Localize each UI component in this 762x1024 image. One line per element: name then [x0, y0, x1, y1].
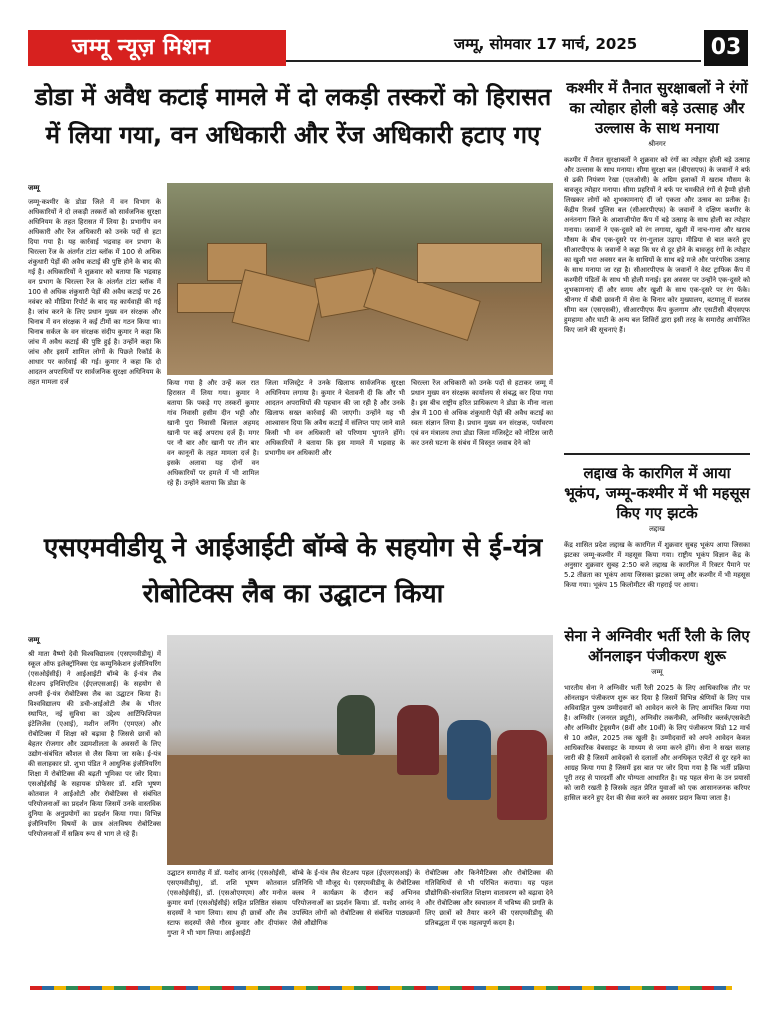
timber-logs-photo [167, 183, 553, 375]
masthead [14, 30, 748, 66]
sidebar [564, 78, 750, 883]
story2-column-4: रोबोटिक्स और किनेमैटिक्स और रोबोटिक्स की गतिविधियों से भी परिचित कराया। यह पहल प्रौद्योगिकी-संचालित शिक्षण वातावरण को बढ़ावा देने और रोबोटिक्स और स्वचालन में भविष्य की प्रगति के लिए छात्रों को तैयार करने की एसएमवीडीयू की प्रतिबद्धता में एक महत्वपूर्ण कदम है। [425, 869, 553, 927]
story1-column-1 [28, 183, 161, 523]
story1-text-1: जम्मू-कश्मीर के डोडा जिले में वन विभाग के अधिकारियों ने दो लकड़ी तस्करों को सार्वजनिक सुरक्षा अधिनियम के तहत हिरासत में लिया है। प्रभागीय वन अधिकारी और रेंज अधिकारी को उनके पदों से हटा दिया गया है। यह कार्रवाई भद्रवाह वन प्रभाग के चिरल्ला रेंज के अंतर्गत टांटा ब्लॉक में 100 से अधिक शंकुधारी पेड़ों की अवैध कटाई की पुष्टि होने के बाद की गई है। अधिकारियों ने शुक्रवार को बताया कि भद्रवाह वन प्रभाग के चिरल्ला रेंज के अंतर्गत टांटा ब्लॉक में 100 से अधिक शंकुधारी पेड़ों की अवैध कटाई पर 26 नवंबर को मीडिया रिपोर्ट के बाद यह कार्यवाही की गई है। जांच करने के लिए प्रधान मुख्य वन संरक्षक और चिनाब में वन संरक्षक ने कई टीमों का गठन किया था। चिनाब सर्कल के वन संरक्षक संदीप कुमार ने कहा कि जांच में अवैध कटाई की पुष्टि हुई है। उन्होंने कहा कि जांच और इसमें शामिल लोगों के पिछले रिकॉर्ड के आधार पर कार्रवाई की गई। कुमार ने कहा कि दो आदतन अपराधियों पर सार्वजनिक सुरक्षा अधिनियम के तहत मामला दर्ज [28, 198, 161, 386]
story1-headline: डोडा में अवैध कटाई मामले में दो लकड़ी तस्करों को हिरासत में लिया गया, वन अधिकारी और रेंज अधिकारी हटाए गए [34, 83, 552, 149]
page-number: 03 [704, 30, 748, 66]
story2-text-1: श्री माता वैष्णो देवी विश्वविद्यालय (एसएमवीडीयू) में स्कूल ऑफ इलेक्ट्रॉनिक्स एंड कम्युनिकेशन इंजीनियरिंग (एसओईसीई) ने आईआईटी बॉम्बे के ई-यंत्र लैब सेटअप इनिशिएटिव (ईएलएसआई) के सहयोग से अपनी ई-यंत्र रोबोटिक्स लैब का उद्घाटन किया है। विश्वविद्यालय की डची-आईओटी लैब के भीतर स्थापित, नई सुविधा का उद्देश्य आर्टिफिशियल इंटेलिजेंस (एआई), मशीन लर्निंग (एमएल) और रोबोटिक्स में शिक्षा को बढ़ावा है जिससे छात्रों को बेहतर रोजगार और उद्यमशीलता के अवसरों के लिए उद्योग-संबंधित कौशल से लैस किया जा सके। ई-यंत्र की सलाहकार प्रो. शुभा पंडित ने आधुनिक इंजीनियरिंग शिक्षा में रोबोटिक्स की बढ़ती भूमिका पर जोर दिया। एसओईसीई के सहायक प्रोफेसर डॉ. शशि भूषण कोतवाल ने आईओटी और रोबोटिक्स से संबंधित परियोजनाओं का प्रदर्शन किया जिसमें उनके वास्तविक दुनिया के अनुप्रयोगों का प्रदर्शन किया गया। विभिन्न इंजीनियरिंग विषयों के छात्र अंतःविषय रोबोटिक्स परियोजनाओं में सक्रिय रूप से भाग ले रहे हैं। [28, 650, 161, 838]
story1-column-3: जिला मजिस्ट्रेट ने उनके खिलाफ सार्वजनिक सुरक्षा अधिनियम लगाया है। कुमार ने चेतावनी दी कि और भी आदतन अपराधियों की पहचान की जा रही है और उनके खिलाफ सख्त कार्रवाई की जाएगी। उन्होंने यह भी आश्वासन दिया कि अवैध कटाई में संलिप्त पाए जाने वाले किसी भी वन अधिकारी को परिणाम भुगतने होंगे। अधिकारियों ने बताया कि इस मामले में भद्रवाह के प्रभागीय वन अधिकारी और [265, 379, 405, 457]
robotics-lab-photo [167, 635, 553, 865]
sidebar-story3-body: भारतीय सेना ने अग्निवीर भर्ती रैली 2025 के लिए आधिकारिक तौर पर ऑनलाइन पंजीकरण शुरू कर दिया है जिसमें विभिन्न श्रेणियों के लिए पात्र अविवाहित पुरुष उम्मीदवारों को आवेदन करने के लिए आमंत्रित किया गया है। अग्निवीर (जनरल ड्यूटी), अग्निवीर तकनीकी, अग्निवीर क्लर्क/एसकेटी और अग्निवीर ट्रेड्समैन (8वीं और 10वीं) के लिए पंजीकरण विंडो 12 मार्च से 10 अप्रैल, 2025 तक खुली है। उम्मीदवारों को अपने आवेदन केवल आधिकारिक वेबसाइट के माध्यम से जमा करने होंगे। सेना ने सख्त सलाह जारी की है जिसमें आवेदकों से दलालों और अनधिकृत एजेंटों से दूर रहने का आग्रह किया गया है जिसमें इस बात पर जोर दिया गया है कि भर्ती प्रक्रिया पूरी तरह से पारदर्शी और योग्यता आधारित है। यह पहल सेना के उन प्रयासों को जारी रखती है जिसके तहत प्रेरित युवाओं को एक आसानजनक करियर हासिल करने हुए देश की सेवा करने का अवसर प्रदान किया जाता है। [564, 684, 750, 802]
sidebar-story1-dateline: श्रीनगर [648, 140, 666, 148]
person-figure [497, 730, 547, 820]
newspaper-brand: जम्मू न्यूज़ मिशन [28, 30, 286, 66]
sidebar-story1-body: कश्मीर में तैनात सुरक्षाबलों ने शुक्रवार को रंगों का त्योहार होली बड़े उत्साह और उल्लास के साथ मनाया। सीमा सुरक्षा बल (बीएसएफ) के जवानों ने बर्फ से ढकी नियंत्रण रेखा (एलओसी) के अग्रिम इलाकों में खराब मौसम के बावजूद त्योहार मनाया। सीमा प्रहरियों ने बर्फ पर चमकीले रंगों से हैप्पी होली लिखकर लोगों को शुभकामनाएं दीं जो एकता और उत्सव का प्रतीक है। केंद्रीय रिजर्व पुलिस बल (सीआरपीएफ) के जवानों ने दक्षिण कश्मीर के अनंतनाग जिले के आशाजीपोरा कैंप में बड़े उत्साह के साथ होली का त्योहार मनाया। जवानों ने एक-दूसरे को रंग लगाया, खुशी में नाच-गाना और खराब मौसम के बीच एक-दूसरे पर रंग-गुलाल उड़ाए। मीडिया से बात करते हुए सीआरपीएफ के जवानों ने कहा कि घर से दूर होने के बावजूद रंगों के त्योहार का खुशी भरा अवसर बल के साथियों के साथ बड़े मजे और पारंपरिक उत्साह के साथ मनाया जा रहा है। सीआरपीएफ के जवानों ने वेस्ट ट्राफिक कैंप में कश्मीरी पंडितों के साथ भी होली मनाई। इस अवसर पर उन्होंने एक-दूसरे को शुभकामनाएं दीं और समय और खुशी के साथ एक-दूसरे पर रंग फेंके। श्रीनगर में बीबी छावनी में सेना के चिनार कोर मुख्यालय, बटमालू में सशस्त्र सीमा बल (एसएसबी), सीआरपीएफ कैंप कुलगाम और एसटीसी बीएसएफ हुमहामा और घाटी के अन्य बल शिविरों द्वारा इसी तरह के समारोह आयोजित किए जाने की सूचनाएं हैं। [564, 156, 750, 334]
story2-dateline: जम्मू [28, 636, 40, 644]
story1-dateline: जम्मू [28, 184, 40, 192]
sidebar-story3-headline: सेना ने अग्निवीर भर्ती रैली के लिए ऑनलाइन पंजीकरण शुरू [564, 627, 750, 665]
story1-column-4: चिरल्ला रेंज अधिकारी को उनके पदों से हटाकर जम्मू में प्रधान मुख्य वन संरक्षक कार्यालय से संबद्ध कर दिया गया है। इस बीच राष्ट्रीय हरित प्राधिकरण ने डोडा के मीना नाला क्षेत्र में 100 से अधिक शंकुधारी पेड़ों की अवैध कटाई का स्वतः संज्ञान लिया है। प्रधान मुख्य वन संरक्षक, पर्यावरण एवं वन मंत्रालय तथा डोडा जिला मजिस्ट्रेट को नोटिस जारी कर उनसे घटना के संबंध में विस्तृत जवाब देने को [411, 379, 553, 447]
story1-column-2: किया गया है और उन्हें कल रात हिरासत में लिया गया। कुमार ने बताया कि पकड़े गए तस्करों कुमार गांव निवासी हसीम दीन भट्टी और खानी पुरा निवासी बिलाल अहमद खानी पर कई अपराध दर्ज हैं। मगर पर नौ बार और खानी पर तीन बार वन कानूनों के तहत मामला दर्ज है। इसके अलावा यह दोनों वन अधिकारियों पर हमले में भी शामिल रहे हैं। उन्होंने बताया कि डोडा के [167, 379, 259, 487]
story2-headline: एसएमवीडीयू ने आईआईटी बॉम्बे के सहयोग से ई-यंत्र रोबोटिक्स लैब का उद्घाटन किया [43, 533, 543, 609]
story2-column-2: उद्घाटन समारोह में डॉ. यशोद आनंद (एसओईसी, एसएमवीडीयू), डॉ. शशि भूषण कोतवाल (एसओईसीई), डॉ. (एसओएमएम) और मनोज कुमार वर्मा (एसओईसीई) सहित प्रतिष्ठित संकाय सदस्यों ने भाग लिया। साथ ही छात्रों और लैब स्टाफ सदस्यों जैसे गौरव कुमार और दीपांकर गुप्ता ने भी भाग लिया। आईआईटी [167, 869, 287, 937]
sidebar-story2-headline: लद्दाख के कारगिल में आया भूकंप, जम्मू-कश्मीर में भी महसूस किए गए झटके [564, 464, 750, 522]
person-figure [447, 720, 491, 800]
story2-column-1 [28, 635, 161, 985]
sidebar-story3-dateline: जम्मू [651, 668, 663, 676]
sidebar-story2-dateline: लद्दाख [649, 525, 665, 533]
conference-table [167, 755, 553, 865]
log-shape [232, 269, 323, 342]
story2-column-3: बॉम्बे के ई-यंत्र लैब सेटअप पहल (ईएलएसआई) के प्रतिनिधि भी मौजूद थे। एसएमवीडीयू के रोबोटिक्स क्लब ने कार्यक्रम के दौरान कई अभिनव परियोजनाओं का प्रदर्शन किया। डॉ. यशोद आनंद ने उपस्थित लोगों को रोबोटिक्स से संबंधित पाठ्यक्रमों जैसे औद्योगिक [292, 869, 420, 927]
footer-decoration [30, 986, 732, 990]
sidebar-divider [564, 453, 750, 455]
sidebar-story1-headline: कश्मीर में तैनात सुरक्षाबलों ने रंगों का त्योहार होली बड़े उत्साह और उल्लास के साथ मनाया [566, 79, 748, 137]
person-figure [337, 695, 375, 755]
sidebar-story2-body: केंद्र शासित प्रदेश लद्दाख के कारगिल में शुक्रवार सुबह भूकंप आया जिसका झटका जम्मू-कश्मीर में महसूस किया गया। राष्ट्रीय भूकंप विज्ञान केंद्र के अनुसार शुक्रवार सुबह 2:50 बजे लद्दाख के कारगिल में रिक्टर पैमाने पर 5.2 तीव्रता का भूकंप आया जिसका झटका जम्मू और कश्मीर में भी महसूस किया गया। भूकंप 15 किलोमीटर की गहराई पर आया। [564, 541, 750, 589]
log-shape [417, 243, 542, 283]
issue-date: जम्मू, सोमवार 17 मार्च, 2025 [454, 35, 638, 53]
person-figure [397, 705, 439, 775]
masthead-rule [286, 60, 701, 62]
